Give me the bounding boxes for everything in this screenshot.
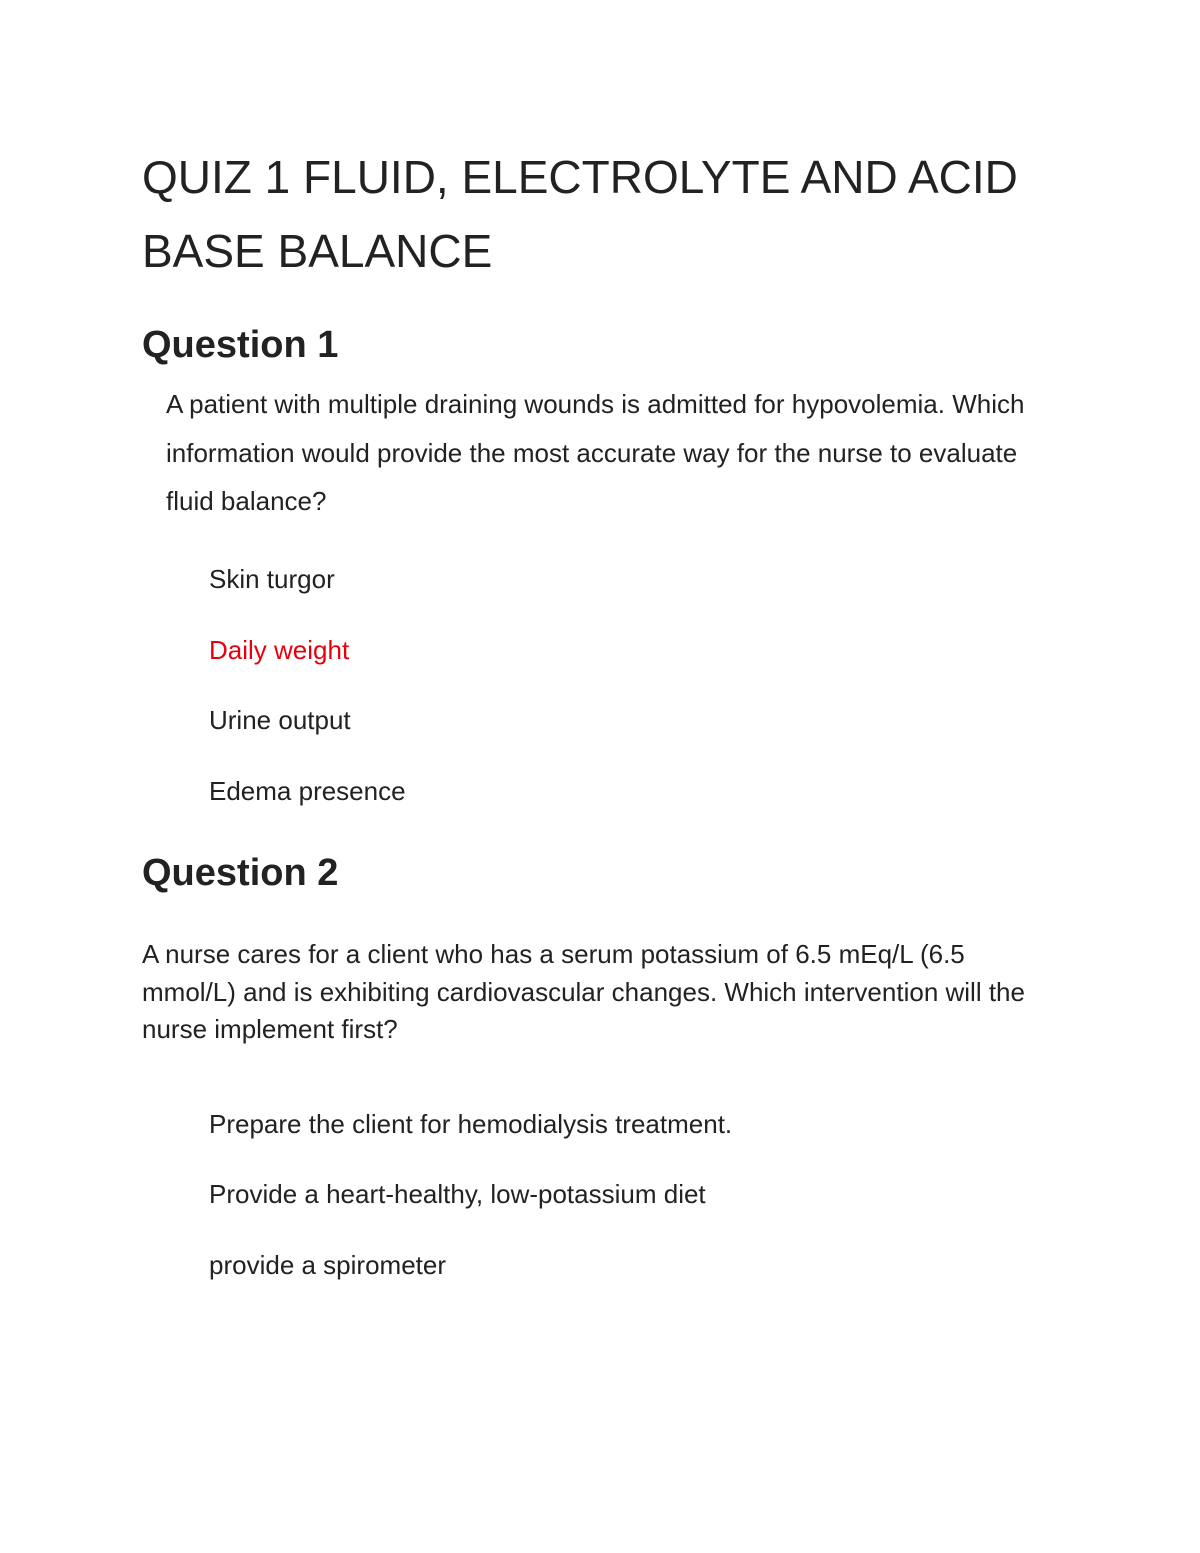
document-title: QUIZ 1 FLUID, ELECTROLYTE AND ACID BASE BALANCE xyxy=(142,151,1018,277)
question-1-option-1: Skin turgor xyxy=(209,564,335,594)
question-1-option-3: Urine output xyxy=(209,705,351,735)
question-1-text: A patient with multiple draining wounds is admitted for hypovolemia. Which information would provide the most accurate way for the nurse to evaluate fluid balance? xyxy=(166,389,1025,516)
question-2-option-2: Provide a heart-healthy, low-potassium diet xyxy=(209,1179,706,1209)
question-2-text: A nurse cares for a client who has a serum potassium of 6.5 mEq/L (6.5 mmol/L) and is exhibiting cardiovascular changes. Which intervention will the nurse implement first? xyxy=(142,939,1025,1044)
question-2-option-3: provide a spirometer xyxy=(209,1250,446,1280)
question-1-heading: Question 1 xyxy=(142,324,339,366)
question-1-option-4: Edema presence xyxy=(209,776,406,806)
question-2-heading: Question 2 xyxy=(142,852,339,894)
question-2-option-1: Prepare the client for hemodialysis treatment. xyxy=(209,1109,733,1139)
question-1-option-2-correct: Daily weight xyxy=(209,635,350,665)
